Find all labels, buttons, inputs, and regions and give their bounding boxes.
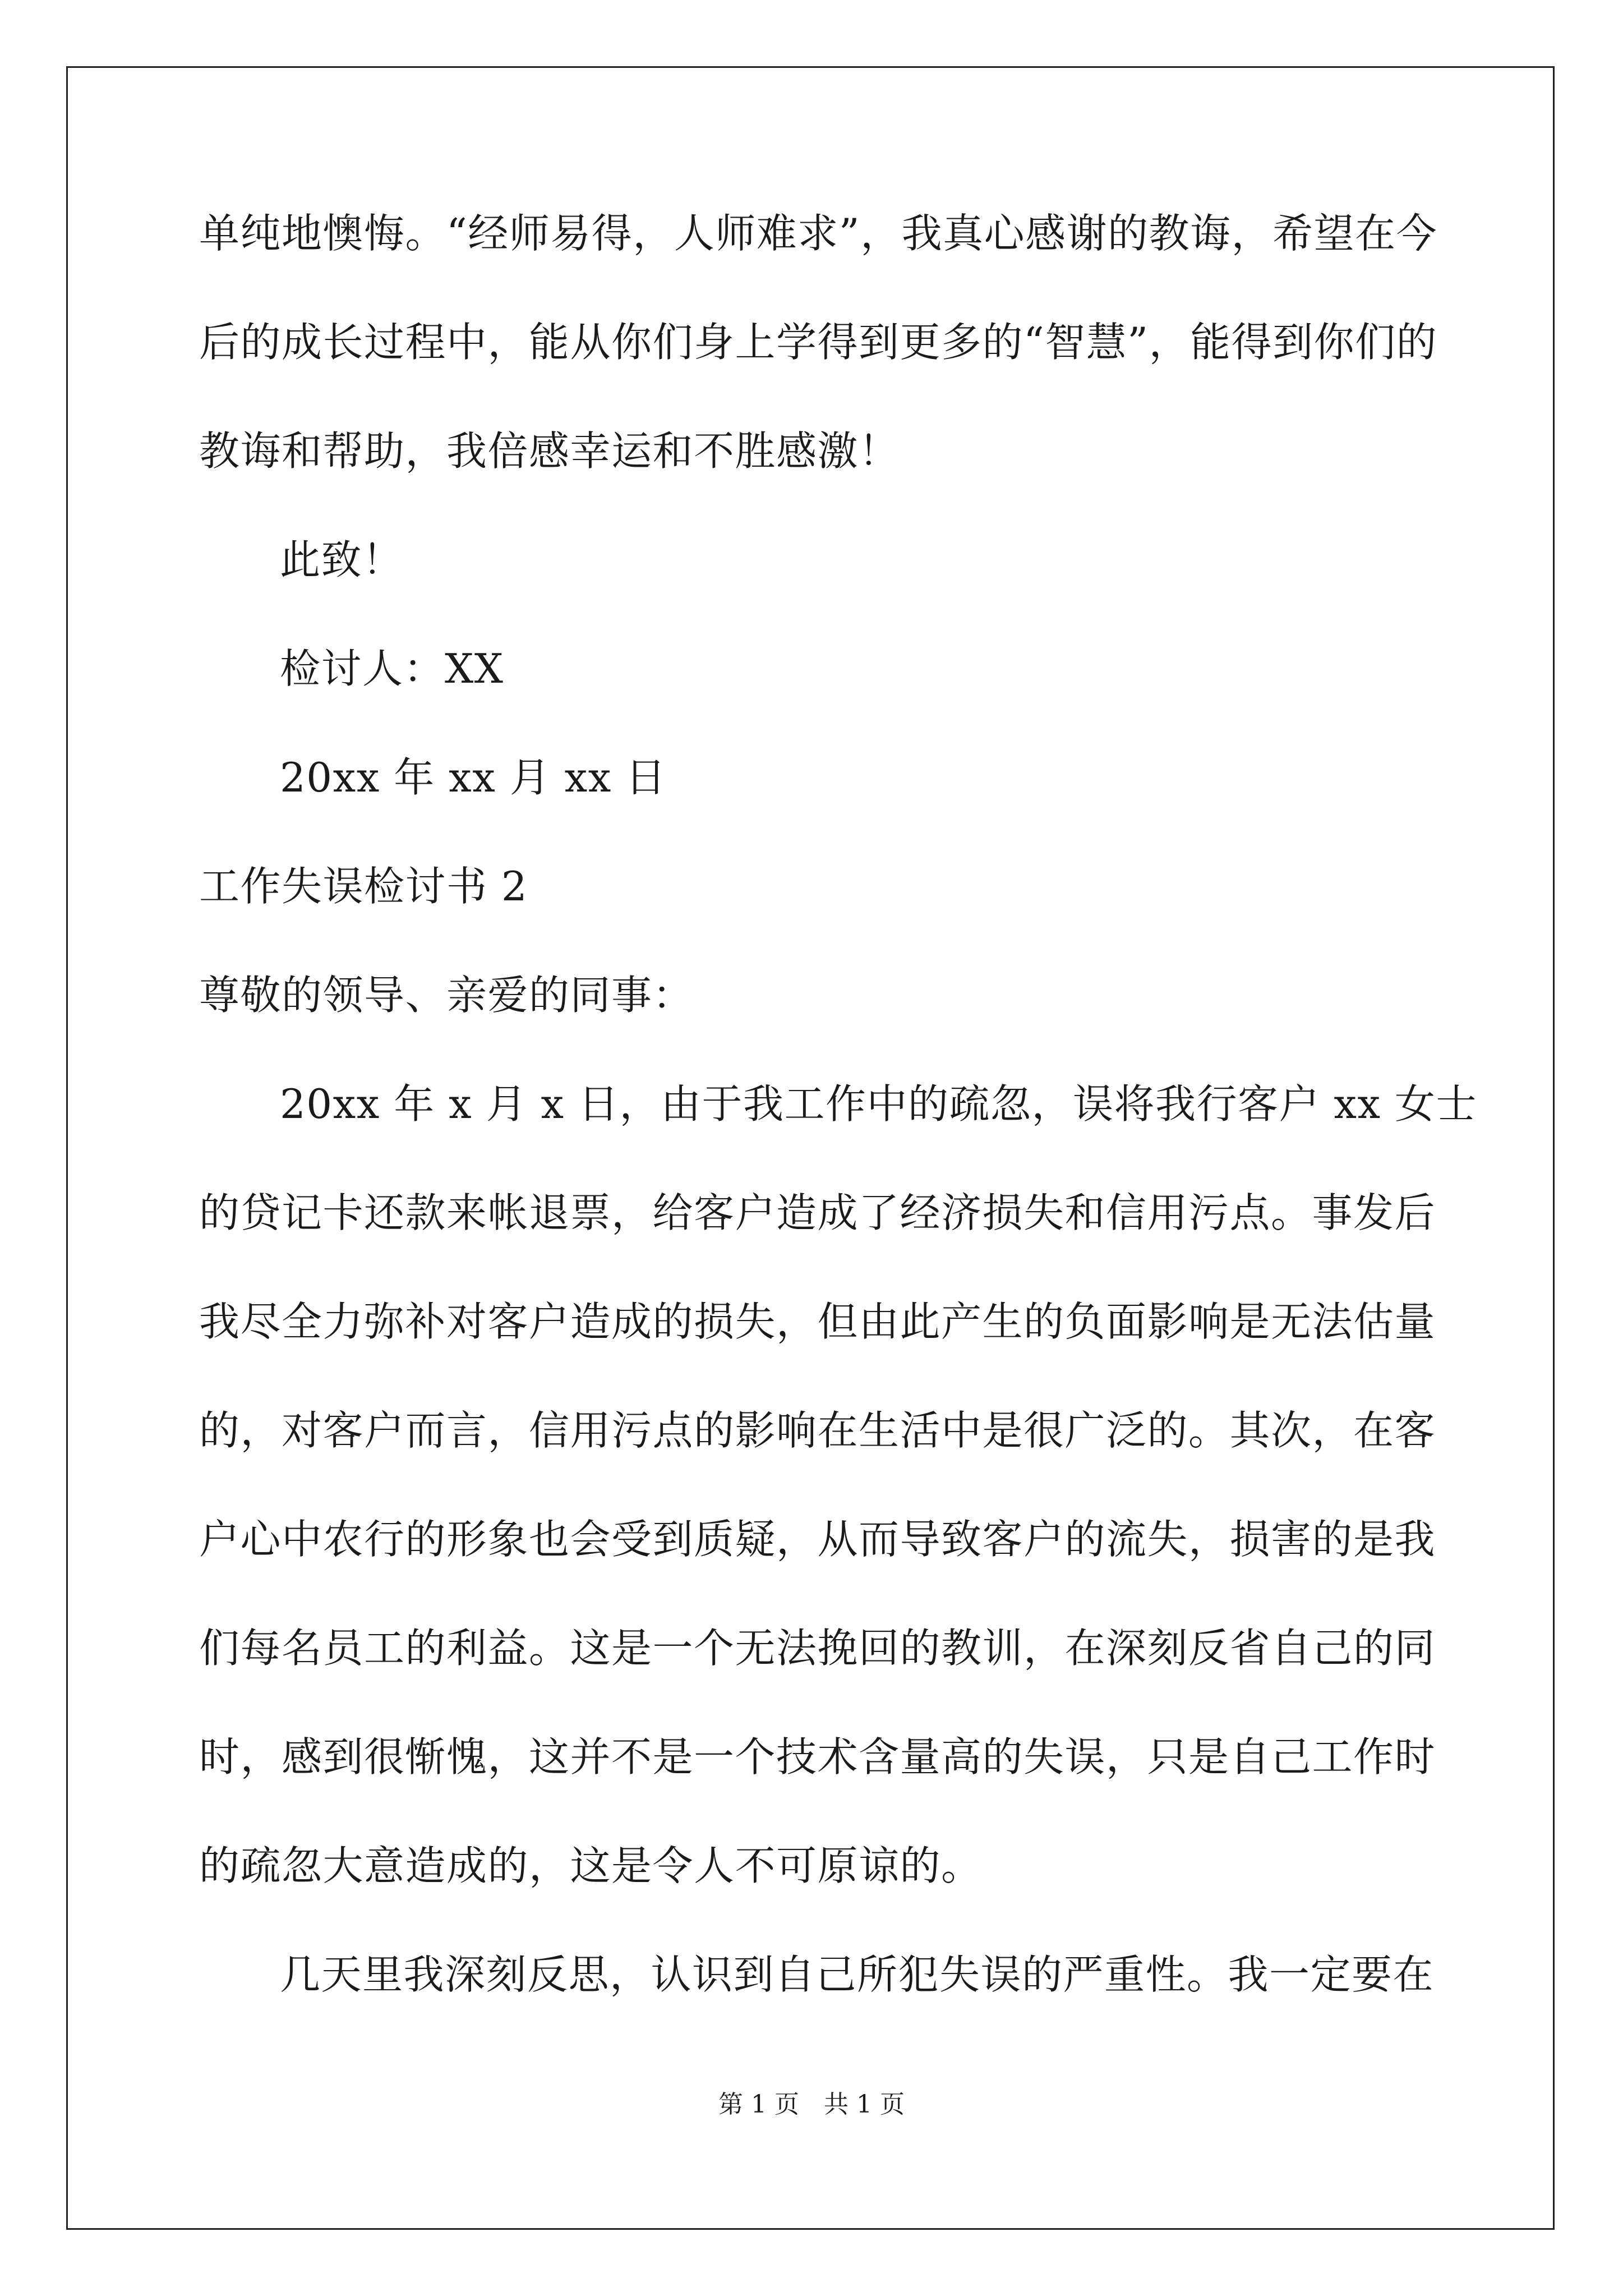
text-line: 的，对客户而言，信用污点的影响在生活中是很广泛的。其次，在客 bbox=[199, 1407, 1436, 1454]
closing-salutation: 此致！ bbox=[280, 536, 404, 583]
page-number: 第 1 页 bbox=[718, 2090, 799, 2119]
text-line: 几天里我深刻反思，认识到自己所犯失误的严重性。我一定要在 bbox=[280, 1951, 1435, 1998]
signature-line: 检讨人：XX bbox=[280, 645, 504, 692]
date-line: 20xx 年 xx 月 xx 日 bbox=[280, 754, 667, 801]
text-line: 单纯地懊悔。“经师易得，人师难求”，我真心感谢的教诲，希望在今 bbox=[199, 210, 1438, 257]
text-line: 户心中农行的形象也会受到质疑，从而导致客户的流失，损害的是我 bbox=[199, 1516, 1436, 1563]
text-line: 教诲和帮助，我倍感幸运和不胜感激！ bbox=[199, 427, 900, 475]
text-line: 20xx 年 x 月 x 日，由于我工作中的疏忽，误将我行客户 xx 女士 bbox=[280, 1080, 1477, 1128]
text-line: 后的成长过程中，能从你们身上学得到更多的“智慧”，能得到你们的 bbox=[199, 319, 1438, 366]
page-total: 共 1 页 bbox=[824, 2090, 905, 2119]
page-border bbox=[66, 66, 1555, 2230]
page-footer bbox=[0, 2088, 1623, 2122]
section-title: 工作失误检讨书 2 bbox=[199, 863, 528, 910]
text-line: 我尽全力弥补对客户造成的损失，但由此产生的负面影响是无法估量 bbox=[199, 1298, 1436, 1345]
text-line: 的疏忽大意造成的，这是令人不可原谅的。 bbox=[199, 1842, 983, 1889]
text-line: 时，感到很惭愧，这并不是一个技术含量高的失误，只是自己工作时 bbox=[199, 1733, 1436, 1780]
text-line: 的贷记卡还款来帐退票，给客户造成了经济损失和信用污点。事发后 bbox=[199, 1189, 1436, 1236]
greeting: 尊敬的领导、亲爱的同事： bbox=[199, 972, 694, 1019]
text-line: 们每名员工的利益。这是一个无法挽回的教训，在深刻反省自己的同 bbox=[199, 1625, 1436, 1672]
